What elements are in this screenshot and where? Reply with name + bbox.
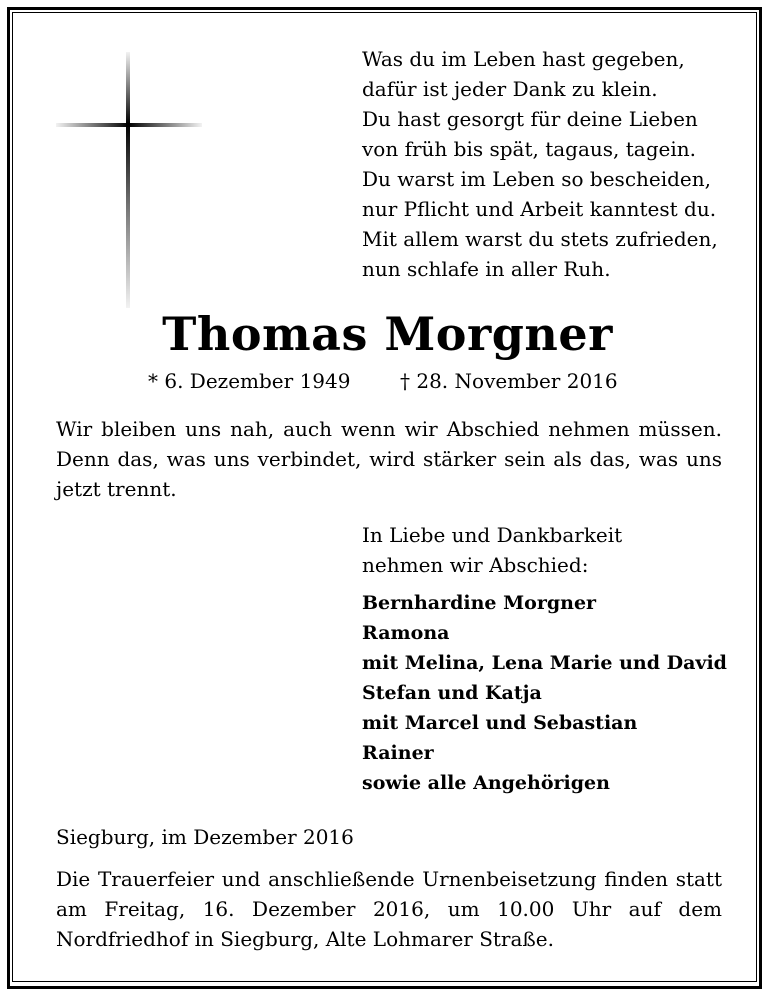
- mourner-item: mit Marcel und Sebastian: [362, 712, 638, 734]
- mourner-item: Bernhardine Morgner: [362, 592, 597, 614]
- poem-line: Mit allem warst du stets zufrieden,: [362, 227, 718, 251]
- poem-line: von früh bis spät, tagaus, tagein.: [362, 137, 697, 161]
- poem-line: dafür ist jeder Dank zu klein.: [362, 77, 658, 101]
- mourners-intro: [362, 520, 742, 580]
- poem-line: Du warst im Leben so bescheiden,: [362, 167, 712, 191]
- poem: [362, 44, 742, 284]
- poem-line: nur Pflicht und Arbeit kanntest du.: [362, 197, 717, 221]
- intro-line: In Liebe und Dankbarkeit: [362, 523, 623, 547]
- mourners-list: [362, 588, 757, 798]
- intro-line: nehmen wir Abschied:: [362, 553, 589, 577]
- mourner-item: Rainer: [362, 742, 434, 764]
- birth-date: * 6. Dezember 1949: [148, 369, 351, 393]
- poem-line: Was du im Leben hast gegeben,: [362, 47, 685, 71]
- mourner-item: Stefan und Katja: [362, 682, 542, 704]
- mourner-item: mit Melina, Lena Marie und David: [362, 652, 727, 674]
- deceased-name: Thomas Morgner: [162, 307, 613, 361]
- place-and-date: Siegburg, im Dezember 2016: [56, 825, 354, 849]
- mourner-item: sowie alle Angehörigen: [362, 772, 610, 794]
- death-date: † 28. November 2016: [400, 369, 618, 393]
- mourner-item: Ramona: [362, 622, 450, 644]
- cross-icon: [56, 52, 202, 308]
- farewell-quote: Wir bleiben uns nah, auch wenn wir Abschied nehmen müssen. Denn das, was uns verbindet, wird stärker sein als das, was uns jetzt trennt.: [56, 417, 722, 501]
- poem-line: nun schlafe in aller Ruh.: [362, 257, 611, 281]
- funeral-notice: Die Trauerfeier und anschließende Urnenbeisetzung finden statt am Freitag, 16. Dezember 2016, um 10.00 Uhr auf dem Nordfriedhof in Siegburg, Alte Lohmarer Straße.: [56, 867, 722, 951]
- poem-line: Du hast gesorgt für deine Lieben: [362, 107, 698, 131]
